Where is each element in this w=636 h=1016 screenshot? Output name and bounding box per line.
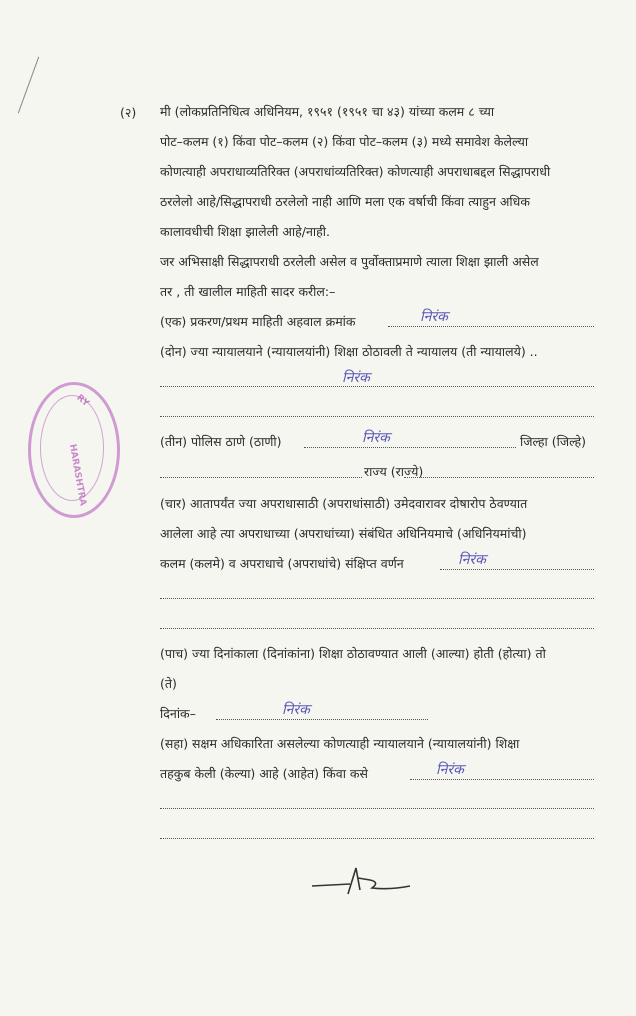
item-four-value: निरंक [458,552,486,568]
item-two-label: (दोन) ज्या न्यायालयाने (न्यायालयांनी) शिक्षा ठोठावली ते न्यायालय (ती न्यायालये) .. [160,344,538,359]
item-three-state-field-line [404,477,594,478]
item-three-value: निरंक [362,430,390,446]
item-three-state-label: राज्य (राज्ये) [364,464,424,479]
item-two-field-line-2 [160,416,594,417]
item-four-line: आलेला आहे त्या अपराधाच्या (अपराधांच्या) संबंधित अधिनियमाचे (अधिनियमांची) [160,526,527,541]
item-three-district-field-line [160,477,362,478]
item-three-police-field-line [304,447,516,448]
date-field-line [216,719,428,720]
item-one-value: निरंक [420,309,448,325]
item-two-value: निरंक [342,370,370,386]
item-three-label: (तीन) पोलिस ठाणे (ठाणी) [160,434,282,449]
item-six-field-line-2 [160,808,594,809]
item-one-label: (एक) प्रकरण/प्रथम माहिती अहवाल क्रमांक [160,314,356,329]
item-one-field-line [388,326,594,327]
para1-line: कोणत्याही अपराधाव्यतिरिक्त (अपराधांव्यतिरिक्त) कोणत्याही अपराधाबद्दल सिद्धापराधी [160,164,551,179]
item-four-field-line-3 [160,628,594,629]
para1-line: मी (लोकप्रतिनिधित्व अधिनियम, १९५१ (१९५१ चा ४३) यांच्या कलम ८ च्या [160,104,495,119]
date-value: निरंक [282,702,310,718]
item-five-line: (पाच) ज्या दिनांकाला (दिनांकांना) शिक्षा ठोठावण्यात आली (आल्या) होती (होत्या) तो [160,646,546,661]
item-four-line: कलम (कलमे) व अपराधाचे (अपराधांचे) संक्षिप्त वर्णन [160,556,404,571]
item-six-value: निरंक [436,762,464,778]
item-two-field-line [160,386,594,387]
signature [310,860,430,900]
para1-line: ठरलेलो आहे/सिद्धापराधी ठरलेलो नाही आणि मला एक वर्षाची किंवा त्याहुन अधिक [160,194,530,209]
margin-scratch [18,57,39,114]
item-four-field-line [440,569,594,570]
item-three-district-label: जिल्हा (जिल्हे) [520,434,587,449]
item-four-line: (चार) आतापर्यंत ज्या अपराधासाठी (अपराधांसाठी) उमेदवारावर दोषारोप ठेवण्यात [160,496,528,511]
item-four-field-line-2 [160,598,594,599]
item-six-line: तहकुब केली (केल्या) आहे (आहेत) किंवा कसे [160,766,368,781]
para2-line: जर अभिसाक्षी सिद्धापराधी ठरलेली असेल व पुर्वोक्ताप्रमाणे त्याला शिक्षा झाली असेल [160,254,539,269]
para1-line: कालावधीची शिक्षा झालेली आहे/नाही. [160,224,330,239]
stamp-text-side: HARASHTRA [66,443,88,507]
section-number: (२) [120,105,137,120]
item-six-line: (सहा) सक्षम अधिकारिता असलेल्या कोणत्याही न्यायालयाने (न्यायालयांनी) शिक्षा [160,736,520,751]
item-six-field-line-3 [160,838,594,839]
item-six-field-line [410,779,594,780]
date-label: दिनांक– [160,706,196,721]
stamp-text-top: RY [74,393,91,409]
item-five-line: (ते) [160,676,177,691]
para2-line: तर , ती खालील माहिती सादर करील:– [160,284,336,299]
para1-line: पोट–कलम (१) किंवा पोट–कलम (२) किंवा पोट–कलम (३) मध्ये समावेश केलेल्या [160,134,529,149]
